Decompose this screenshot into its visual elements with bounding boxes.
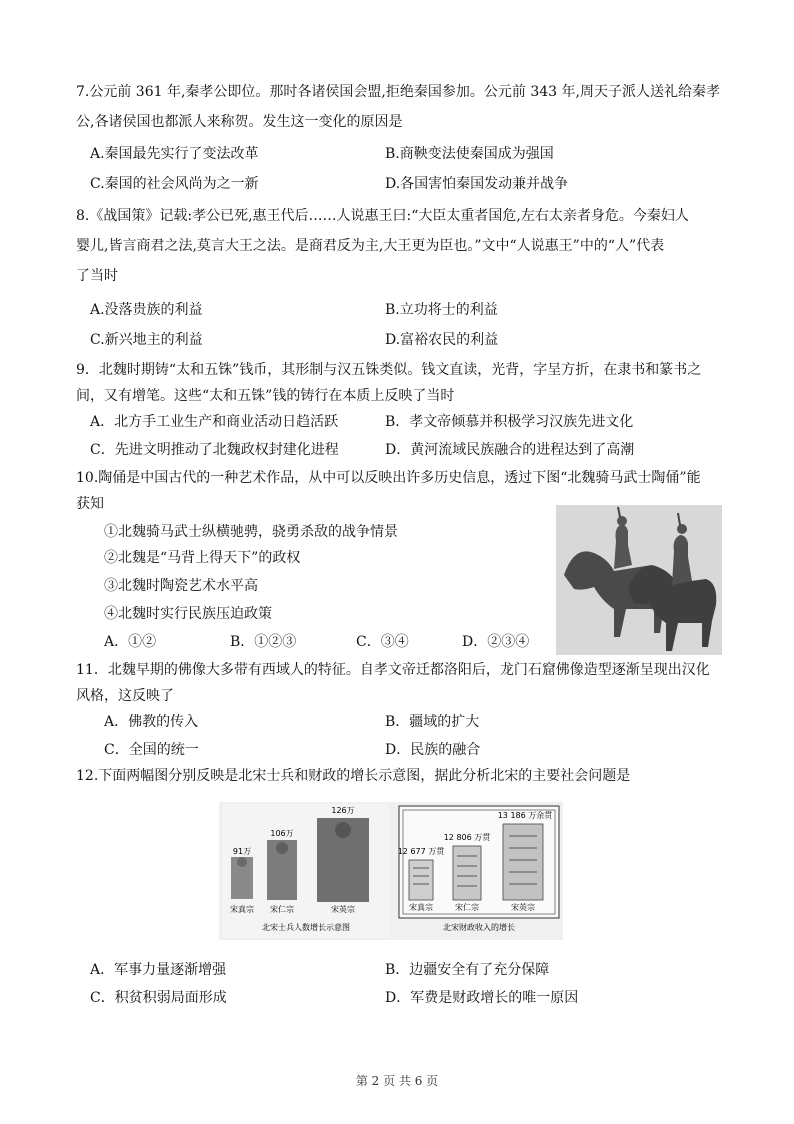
q9-option-c: C．先进文明推动了北魏政权封建化进程 <box>90 442 339 458</box>
finance-caption: 北宋财政收入的增长 <box>443 923 515 932</box>
q11-stem-line1: 11．北魏早期的佛像大多带有西域人的特征。自孝文帝迁都洛阳后，龙门石窟佛像造型逐渐呈现出汉化 <box>76 662 710 678</box>
soldier-caption: 北宋士兵人数增长示意图 <box>262 923 350 932</box>
q7-stem-line2: 公,各诸侯国也都派人来称贺。发生这一变化的原因是 <box>76 114 403 130</box>
q9-option-b: B．孝文帝倾慕并积极学习汉族先进文化 <box>385 414 634 430</box>
finance-value-2: 12 806 万贯 <box>443 833 491 842</box>
money-icon-renzong <box>453 846 481 900</box>
finance-label-1: 宋真宗 <box>409 903 433 912</box>
q10-item-4: ④北魏时实行民族压迫政策 <box>104 606 272 622</box>
song-soldiers-finance-figure <box>219 802 563 940</box>
q7-option-b: B.商鞅变法使秦国成为强国 <box>385 146 554 162</box>
money-icon-zhenzong <box>409 860 433 900</box>
q10-stem-line2: 获知 <box>76 496 104 512</box>
soldier-statue-renzong <box>267 840 297 900</box>
finance-label-2: 宋仁宗 <box>455 903 479 912</box>
q7-option-a: A.秦国最先实行了变法改革 <box>90 146 259 162</box>
soldier-value-3: 126万 <box>331 806 355 815</box>
q10-item-2: ②北魏是“马背上得天下”的政权 <box>104 550 301 566</box>
soldier-label-1: 宋真宗 <box>230 905 254 914</box>
q10-option-d: D．②③④ <box>462 634 530 650</box>
q9-stem-line2: 间，又有增笔。这些“太和五铢”钱的铸行在本质上反映了当时 <box>76 388 455 404</box>
soldier-label-2: 宋仁宗 <box>270 905 294 914</box>
q11-option-c: C．全国的统一 <box>104 742 199 758</box>
q12-option-a: A．军事力量逐渐增强 <box>90 962 227 978</box>
page-number-footer: 第 2 页 共 6 页 <box>355 1074 439 1088</box>
q10-option-c: C．③④ <box>356 634 409 650</box>
money-icon-yingzong <box>503 824 543 900</box>
q9-stem-line1: 9．北魏时期铸“太和五铢”钱币，其形制与汉五铢类似。钱文直读，光背，字呈方折，在隶书和篆书之 <box>76 362 702 378</box>
soldier-statue-yingzong <box>317 818 369 902</box>
soldier-value-1: 91万 <box>232 847 252 856</box>
finance-value-3: 13 186 万余贯 <box>497 811 553 820</box>
q10-item-1: ①北魏骑马武士纵横驰骋，骁勇杀敌的战争情景 <box>104 524 398 540</box>
soldier-statue-zhenzong <box>231 857 253 899</box>
q11-option-a: A．佛教的传入 <box>104 714 199 730</box>
q12-stem-line1: 12.下面两幅图分别反映是北宋士兵和财政的增长示意图，据此分析北宋的主要社会问题是 <box>76 768 631 784</box>
q7-option-d: D.各国害怕秦国发动兼并战争 <box>385 176 569 192</box>
q8-option-a: A.没落贵族的利益 <box>90 302 203 318</box>
q11-option-d: D．民族的融合 <box>385 742 481 758</box>
q10-option-a: A．①② <box>104 634 157 650</box>
soldier-label-3: 宋英宗 <box>331 905 355 914</box>
q8-stem-line2: 婴儿,皆言商君之法,莫言大王之法。是商君反为主,大王更为臣也。”文中“人说惠王”中的“人”代表 <box>76 238 665 254</box>
q12-option-b: B．边疆安全有了充分保障 <box>385 962 550 978</box>
q8-stem-line1: 8.《战国策》记载:孝公已死,惠王代后……人说惠王曰:“大臣太重者国危,左右太亲者身危。今秦妇人 <box>76 208 689 224</box>
q7-option-c: C.秦国的社会风尚为之一新 <box>90 176 259 192</box>
cavalry-figurine-photo <box>556 505 722 655</box>
q10-item-3: ③北魏时陶瓷艺术水平高 <box>104 578 258 594</box>
q7-stem-line1: 7.公元前 361 年,秦孝公即位。那时各诸侯国会盟,拒绝秦国参加。公元前 343 年,周天子派人送礼给秦孝 <box>76 84 720 100</box>
q10-option-b: B．①②③ <box>230 634 297 650</box>
soldier-value-2: 106万 <box>270 829 294 838</box>
q9-option-d: D．黄河流域民族融合的进程达到了高潮 <box>385 442 635 458</box>
q8-option-d: D.富裕农民的利益 <box>385 332 499 348</box>
q12-option-c: C．积贫积弱局面形成 <box>90 990 227 1006</box>
finance-label-3: 宋英宗 <box>511 903 535 912</box>
finance-value-1: 12 677 万贯 <box>397 847 445 856</box>
q12-option-d: D．军费是财政增长的唯一原因 <box>385 990 579 1006</box>
q8-option-c: C.新兴地主的利益 <box>90 332 203 348</box>
q8-stem-line3: 了当时 <box>76 268 118 284</box>
q9-option-a: A．北方手工业生产和商业活动日趋活跃 <box>90 414 339 430</box>
q11-option-b: B．疆域的扩大 <box>385 714 480 730</box>
q8-option-b: B.立功将士的利益 <box>385 302 498 318</box>
q10-stem-line1: 10.陶俑是中国古代的一种艺术作品，从中可以反映出许多历史信息，透过下图“北魏骑马武士陶俑”能 <box>76 470 701 486</box>
q11-stem-line2: 风格，这反映了 <box>76 688 174 704</box>
